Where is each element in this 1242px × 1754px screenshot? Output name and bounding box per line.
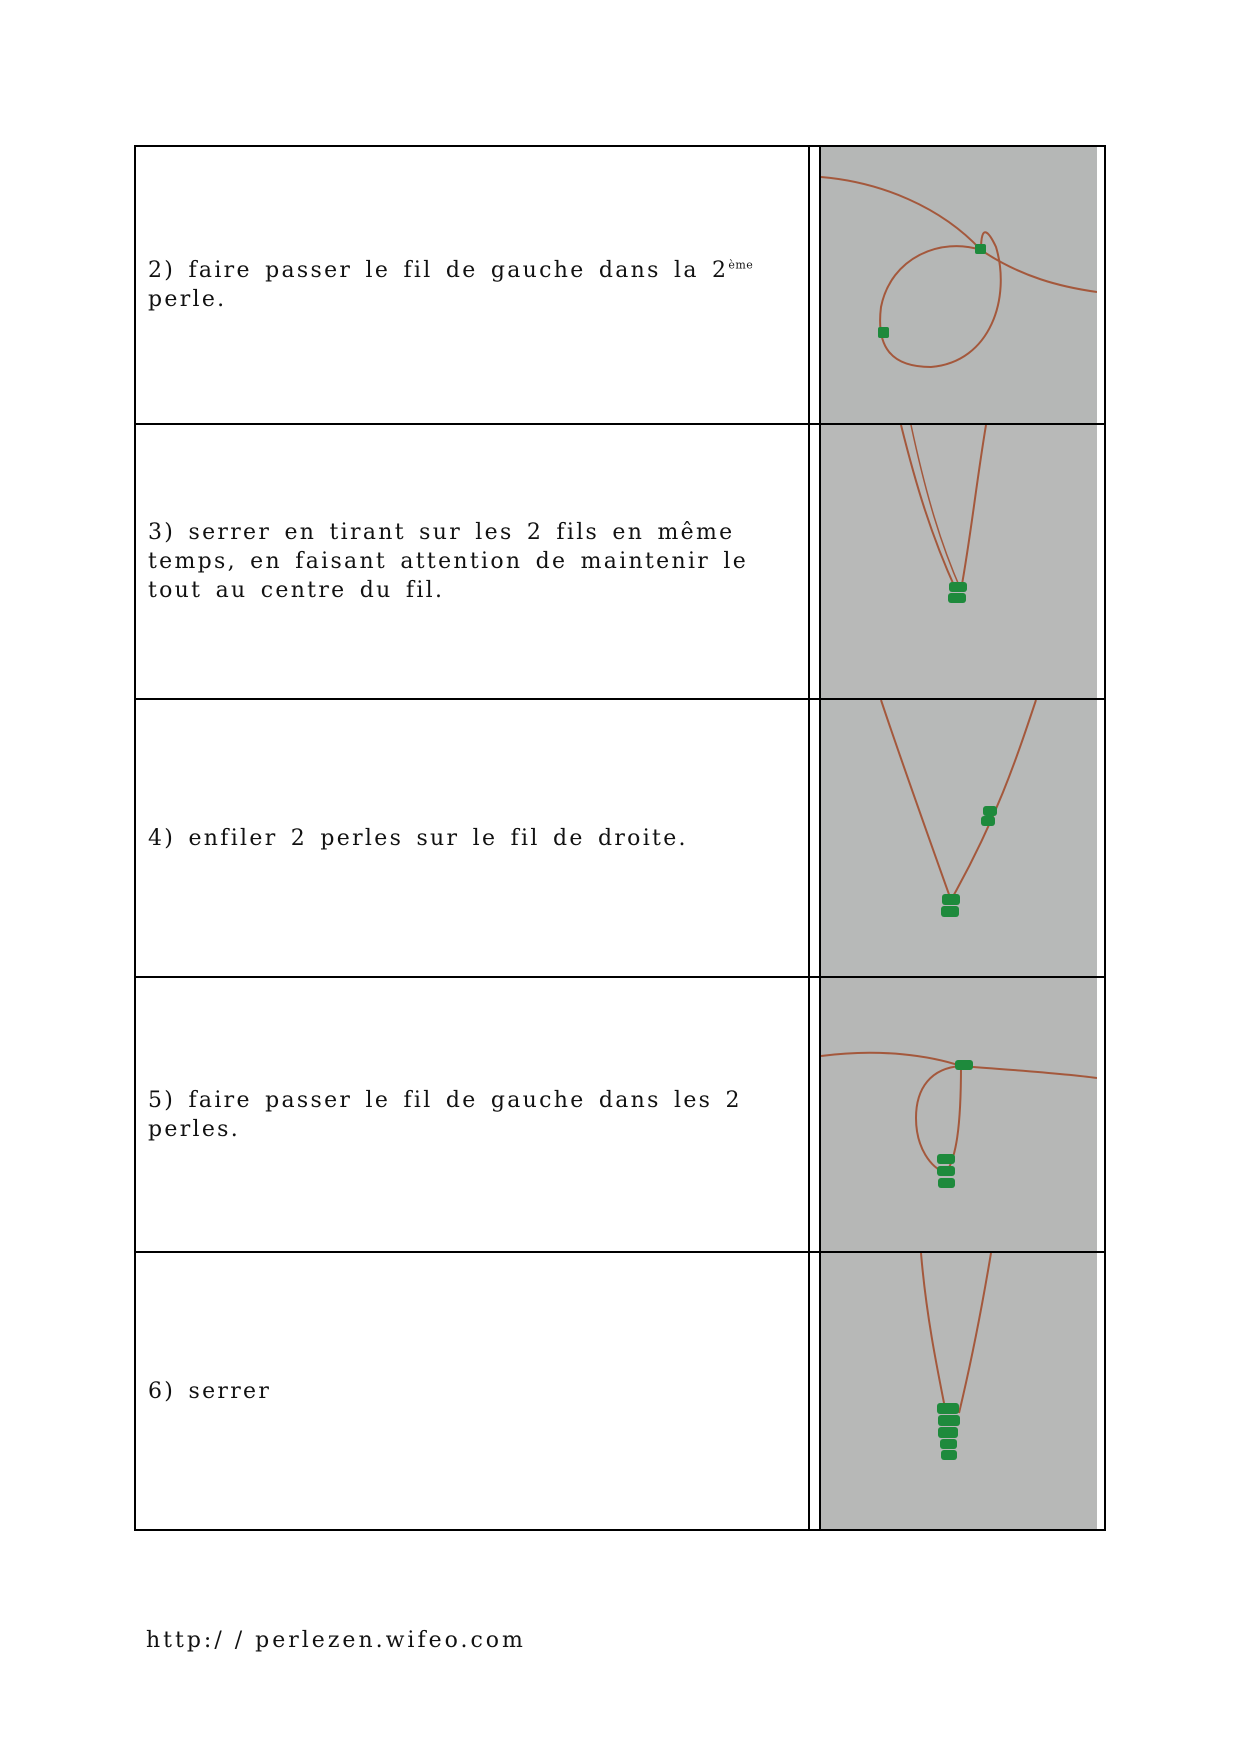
step-4-photo-image — [821, 700, 1097, 976]
step-text-cell — [135, 977, 809, 1252]
step-row-6 — [135, 1252, 1105, 1530]
step-2-superscript: ème — [728, 258, 754, 272]
step-6-photo-image — [821, 1253, 1097, 1529]
column-separator — [809, 424, 820, 699]
step-2-text-main: 2) faire passer le fil de gauche dans la 2 — [148, 258, 729, 283]
column-separator — [809, 977, 820, 1252]
step-text-cell — [135, 1252, 809, 1530]
step-3-photo-image — [821, 425, 1097, 698]
step-text-cell — [135, 424, 809, 699]
step-row-2 — [135, 146, 1105, 424]
step-6-photo — [820, 1252, 1105, 1530]
step-4-text: 4) enfiler 2 perles sur le fil de droite. — [148, 825, 688, 851]
step-row-5 — [135, 977, 1105, 1252]
column-separator — [809, 699, 820, 977]
step-text-cell — [135, 146, 809, 424]
steps-table — [134, 145, 1106, 1531]
step-5-photo-image — [821, 978, 1097, 1251]
step-2-text-end: perle. — [148, 287, 227, 312]
step-6-text: 6) serrer — [148, 1378, 272, 1404]
column-separator — [809, 146, 820, 424]
step-2-text — [136, 256, 808, 314]
footer-url: http:/ / perlezen.wifeo.com — [146, 1628, 526, 1653]
step-2-photo-image — [821, 147, 1097, 423]
step-row-4 — [135, 699, 1105, 977]
step-2-photo — [820, 146, 1105, 424]
step-text-cell — [135, 699, 809, 977]
step-5-text: 5) faire passer le fil de gauche dans les 2 perles. — [148, 1087, 742, 1142]
column-separator — [809, 1252, 820, 1530]
step-row-3 — [135, 424, 1105, 699]
step-5-photo — [820, 977, 1105, 1252]
step-4-photo — [820, 699, 1105, 977]
step-3-text: 3) serrer en tirant sur les 2 fils en même temps, en faisant attention de maintenir le tout au centre du fil. — [148, 520, 749, 603]
step-3-photo — [820, 424, 1105, 699]
